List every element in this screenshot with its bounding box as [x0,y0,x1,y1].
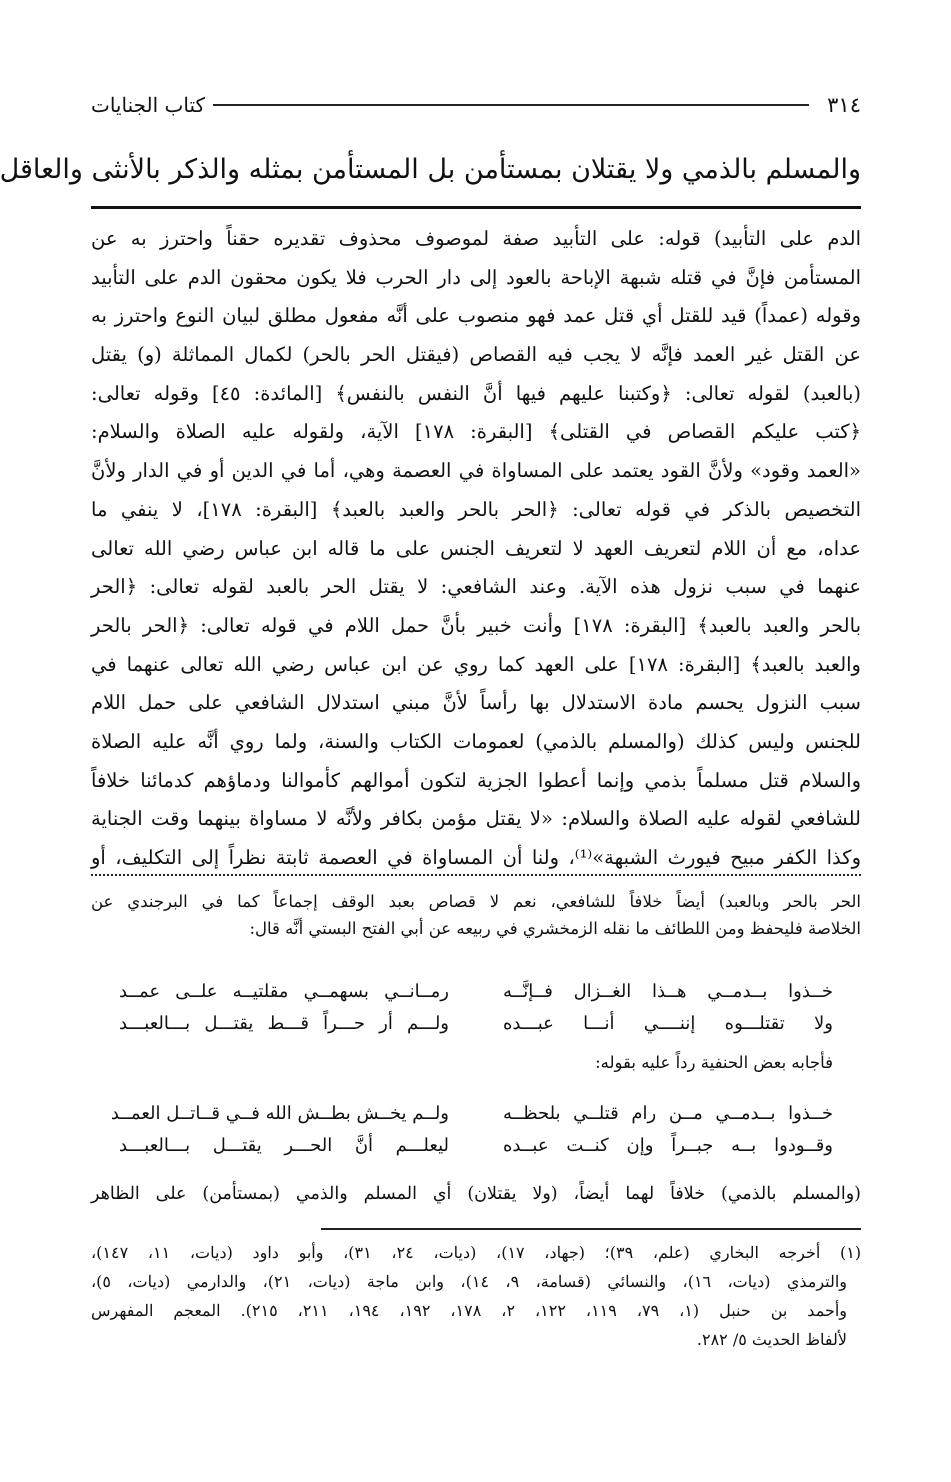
commentary-line: التخصيص بالذكر في قوله تعالى: ﴿الحر بالحر والعبد بالعبد﴾ [البقرة: ١٧٨]، لا ينفي ما [91,497,861,521]
commentary-line: «العمد وقود» ولأنَّ القود يعتمد على المساواة في العصمة وهي، أما في الدين أو في الدار ولأنَّ [91,459,861,483]
commentary-block [91,220,861,878]
poem-intro: فأجابه بعض الحنفية رداً عليه بقوله: [595,1053,833,1072]
book-page [0,88,862,1468]
footnote-line: (١) أخرجه البخاري (علم، ٣٩)؛ (جهاد، ١٧)، (ديات، ٢٤، ٣١)، وأبو داود (ديات، ١١، ١٤٧)، [91,1243,862,1262]
commentary-line: بالحر والعبد بالعبد﴾ [البقرة: ١٧٨] وأنت خبير بأنَّ حمل اللام في قوله تعالى: ﴿الحر بالحر [91,613,861,637]
verse-second-hemistich: ولـــم أر حـــراً قـــط يقتـــل بـــالعبـــد [119,1013,449,1034]
verse-first-hemistich: ولا تقتلـــوه إننــــي أنـــا عبـــده [503,1013,833,1034]
footnote-line: لألفاظ الحديث ٥/ ٢٨٢. [696,1330,847,1349]
footnote-divider [321,1228,861,1230]
verse-row [91,1008,861,1040]
running-title: كتاب الجنايات [91,93,206,117]
page-header [91,88,861,122]
main-text-line: والمسلم بالذمي ولا يقتلان بمستأمن بل المستأمن بمثله والذكر بالأنثى والعاقل [0,154,861,185]
poem-block-1 [91,976,861,1040]
dotted-separator [91,874,861,876]
verse-first-hemistich: وقــودوا بــه جبــراً وإن كنــت عبــده [503,1135,833,1156]
commentary-line: للجنس وليس كذلك (والمسلم بالذمي) لعمومات الكتاب والسنة، ولما روي أنَّه عليه الصلاة [91,729,861,753]
commentary-line: للشافعي لقوله عليه الصلاة والسلام: «لا يقتل مؤمن بكافر ولأنَّه لا مساواة بينهما وقت الجناية [91,807,861,831]
verse-second-hemistich: ليعلـــم أنَّ الحـــر يقتـــل بـــالعبـــد [119,1135,449,1156]
commentary-line: والسلام قتل مسلماً بذمي وإنما أعطوا الجزية لتكون أموالهم كأموالنا ودماؤهم كدمائنا خلافاً [91,768,861,792]
footnotes [91,1238,861,1354]
page-number: ٣١٤ [827,93,861,117]
commentary-line: عنهما في سبب نزول هذه الآية. وعند الشافعي: لا يقتل الحر بالعبد لقوله تعالى: ﴿الحر [91,575,861,599]
commentary-line: وقوله (عمداً) قيد للقتل أي قتل عمد فهو منصوب على أنَّه مفعول مطلق لبيان النوع واحترز به [91,304,861,328]
verse-row [91,1130,861,1162]
marginal-note-line: (والمسلم بالذمي) خلافاً لهما أيضاً، (ولا يقتلان) أي المسلم والذمي (بمستأمن) على الظاهر [91,1184,861,1204]
marginal-notes [91,888,861,942]
main-text-divider [91,206,861,209]
verse-row [91,976,861,1008]
commentary-line: عداه، مع أن اللام لتعريف العهد لا لتعريف الجنس على ما قاله ابن عباس رضي الله تعالى [91,536,861,560]
verse-first-hemistich: خــذوا بــدمــي هــذا الغــزال فــإنَّــه [503,981,833,1002]
footnote-line: والترمذي (ديات، ١٦)، والنسائي (قسامة، ٩، ١٤)، وابن ماجة (ديات، ٢١)، والدارمي (ديات، ٥)، [91,1272,848,1291]
marginal-note-line: الخلاصة فليحفظ ومن اللطائف ما نقله الزمخشري في ربيعه عن أبي الفتح البستي أنَّه قال: [249,919,861,938]
verse-second-hemistich: ولــم يخــش بطــش الله فــي قــاتــل العمــد [110,1103,449,1124]
header-rule [213,104,809,106]
footnote-line: وأحمد بن حنبل (١، ٧٩، ١١٩، ١٢٢، ٢، ١٧٨، ١٩٢، ١٩٤، ٢١١، ٢١٥). المعجم المفهرس [91,1301,848,1320]
commentary-line: عن القتل غير العمد فإنَّه لا يجب فيه القصاص (فيقتل الحر بالحر) لكمال المماثلة (و) يقتل [91,343,861,367]
commentary-line: وكذا الكفر مبيح فيورث الشبهة»⁽¹⁾، ولنا أن المساواة في العصمة ثابتة نظراً إلى التكليف، أو [91,846,861,869]
verse-first-hemistich: خــذوا بــدمــي مــن رام قتلــي بلحظــه [503,1103,833,1124]
commentary-line: الدم على التأبيد) قوله: على التأبيد صفة لموصوف محذوف تقديره حقناً واحترز به عن [91,227,861,250]
commentary-line: ﴿كتب عليكم القصاص في القتلى﴾ [البقرة: ١٧٨] الآية، ولقوله عليه الصلاة والسلام: [91,420,861,444]
poem-block-2 [91,1098,861,1162]
commentary-line: (بالعبد) لقوله تعالى: ﴿وكتبنا عليهم فيها أنَّ النفس بالنفس﴾ [المائدة: ٤٥] وقوله تعالى: [91,381,861,405]
commentary-line: سبب النزول يحسم مادة الاستدلال بها رأساً لأنَّ مبني استدلال الشافعي على حمل اللام [91,691,861,715]
verse-row [91,1098,861,1130]
commentary-line: المستأمن فإنَّ في قتله شبهة الإباحة بالعود إلى دار الحرب فلا يكون محقون الدم على التأبيد [91,265,861,289]
verse-second-hemistich: رمــانــي بسهمــي مقلتيــه علــى عمــد [119,981,449,1002]
marginal-note-line: الحر بالحر وبالعبد) أيضاً خلافاً للشافعي، نعم لا قصاص بعبد الوقف إجماعاً كما في البرجندي عن [91,892,861,911]
commentary-line: والعبد بالعبد﴾ [البقرة: ١٧٨] على العهد كما روي عن ابن عباس رضي الله تعالى عنهما في [91,652,861,676]
